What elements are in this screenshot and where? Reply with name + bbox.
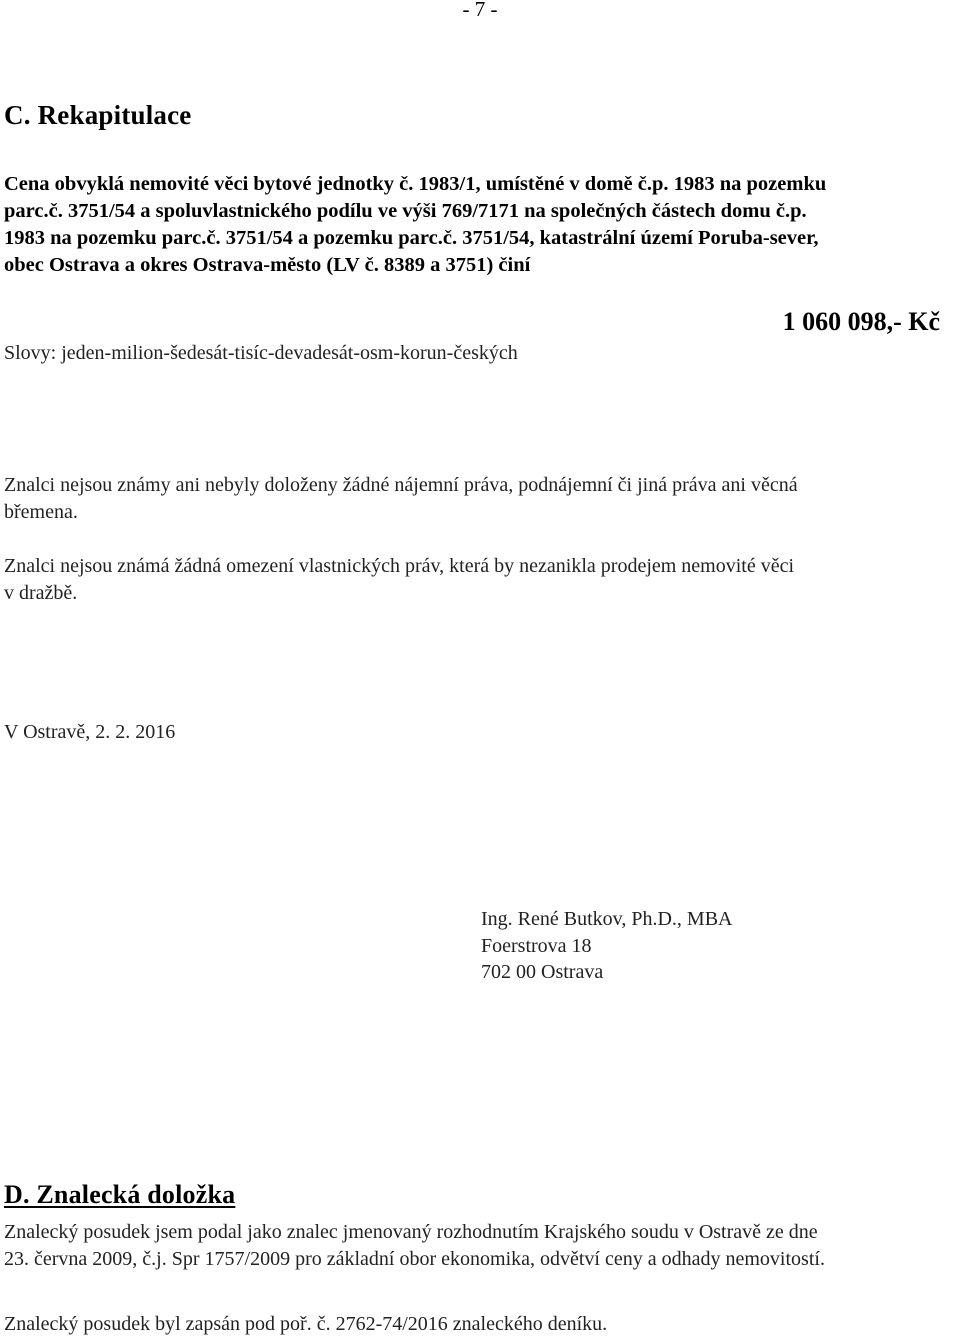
total-amount: 1 060 098,- Kč	[782, 307, 940, 336]
signature-city: 702 00 Ostrava	[481, 961, 604, 983]
signature-name: Ing. René Butkov, Ph.D., MBA	[481, 908, 733, 930]
note2-line-2: v dražbě.	[4, 582, 78, 604]
signature-street: Foerstrova 18	[481, 935, 592, 957]
clause-line-2: 23. června 2009, č.j. Spr 1757/2009 pro základní obor ekonomika, odvětví ceny a odhady nemovitostí.	[4, 1248, 825, 1270]
note1-line-1: Znalci nejsou známy ani nebyly doloženy žádné nájemní práva, podnájemní či jiná práva ani věcná	[4, 474, 798, 496]
clause-line-1: Znalecký posudek jsem podal jako znalec jmenovaný rozhodnutím Krajského soudu v Ostravě ze dne	[4, 1221, 818, 1243]
section-d-title: D. Znalecká doložka	[4, 1180, 236, 1209]
summary-line-1: Cena obvyklá nemovité věci bytové jednotky č. 1983/1, umístěné v domě č.p. 1983 na pozemku	[4, 173, 827, 195]
summary-line-4: obec Ostrava a okres Ostrava-město (LV č. 8389 a 3751) činí	[4, 254, 531, 276]
amount-in-words: Slovy: jeden-milion-šedesát-tisíc-devadesát-osm-korun-českých	[4, 342, 518, 364]
note1-line-2: břemena.	[4, 501, 78, 523]
summary-line-3: 1983 na pozemku parc.č. 3751/54 a pozemku parc.č. 3751/54, katastrální území Poruba-sever,	[4, 227, 819, 249]
registry-note: Znalecký posudek byl zapsán pod poř. č. 2762-74/2016 znaleckého deníku.	[4, 1313, 608, 1335]
note2-line-1: Znalci nejsou známá žádná omezení vlastnických práv, která by nezanikla prodejem nemovité věci	[4, 555, 795, 577]
section-c-title: C. Rekapitulace	[4, 100, 192, 130]
page-number: - 7 -	[462, 0, 498, 21]
summary-line-2: parc.č. 3751/54 a spoluvlastnického podílu ve výši 769/7171 na společných částech domu č.p.	[4, 200, 807, 222]
place-date: V Ostravě, 2. 2. 2016	[4, 721, 176, 743]
